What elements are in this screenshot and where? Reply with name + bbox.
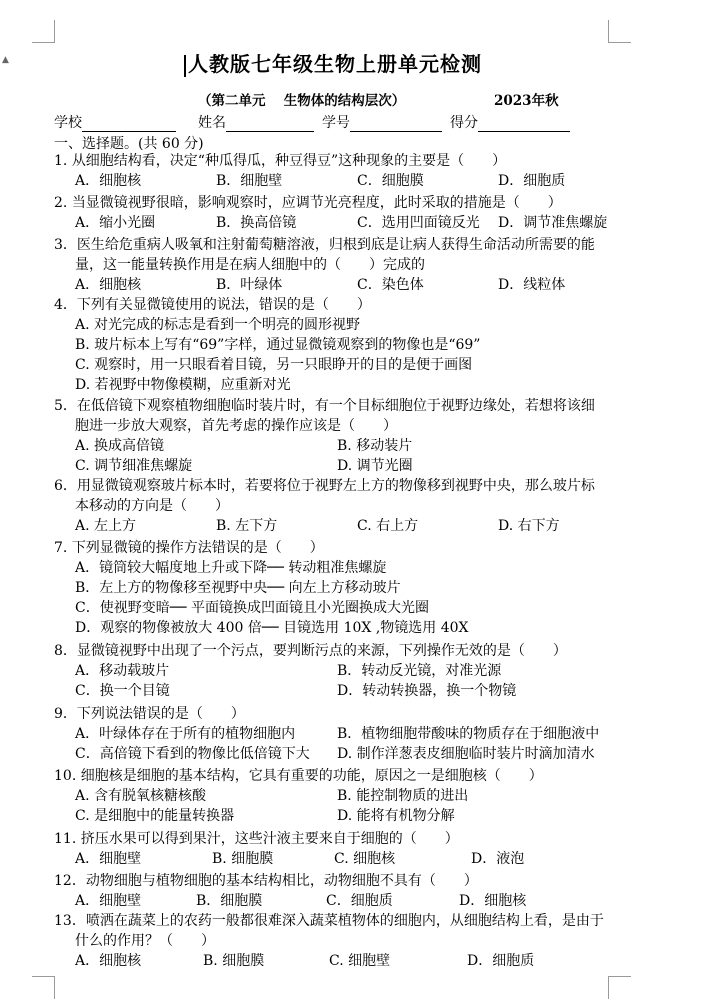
question-6-text-cont: 本移动的方向是（ ） (75, 498, 229, 514)
option-c[interactable]: C. 观察时，用一只眼看着目镜，另一只眼睁开的目的是便于画图 (75, 357, 473, 373)
question-1-options (54, 171, 639, 191)
school-blank[interactable] (82, 116, 176, 132)
option-d[interactable]: D．线粒体 (498, 277, 566, 293)
margin-arrow-icon: ▲ (2, 55, 9, 65)
question-9: 9．下列说法错误的是（ ） A．叶绿体存在于所有的植物细胞内 B．植物细胞带酸味的物质存在于细胞液中 C．高倍镜下看到的物像比低倍镜下大 D. 制作洋葱表皮细胞临时装片时滴加清水 (54, 706, 600, 762)
score-field[interactable]: 得分 (450, 112, 570, 132)
name-blank[interactable] (226, 116, 314, 132)
option-b[interactable]: B. 能控制物质的进出 (337, 788, 469, 804)
question-7: 7. 下列显微镜的操作方法错误的是（ ） A．镜筒较大幅度地上升或下降── 转动粗准焦螺旋 B．左上方的物像移至视野中央── 向左上方移动玻片 C．使视野变暗── 平面镜换成凹面镜且小光圈换成大光圈 D．观察的物像被放大 400 倍── 目镜选用 10X ,物镜选用 40X (54, 540, 469, 636)
question-13-options (54, 951, 608, 971)
question-6: 6．用显微镜观察玻片标本时，若要将位于视野左上方的物像移到视野中央，那么玻片标 本移动的方向是（ ） A. 左上方 B. 左下方 C. 右上方 D. 右下方 (54, 476, 639, 536)
student-info-line (54, 112, 594, 132)
option-b[interactable]: B. 细胞膜 (203, 953, 265, 969)
option-d[interactable]: D. 若视野中物像模糊，应重新对光 (75, 377, 291, 393)
question-5-options-row-1 (54, 436, 599, 456)
option-a[interactable]: A．细胞核 (75, 173, 142, 189)
question-3-options (54, 275, 639, 295)
option-d[interactable]: D．细胞质 (467, 953, 535, 969)
option-c[interactable]: C．高倍镜下看到的物像比低倍镜下大 (75, 746, 310, 762)
option-d[interactable]: D．细胞核 (459, 893, 527, 909)
option-a[interactable]: A．镜筒较大幅度地上升或下降── 转动粗准焦螺旋 (75, 560, 387, 576)
question-10-options-row-1 (54, 786, 599, 806)
option-c[interactable]: C. 右上方 (357, 518, 419, 534)
question-6-options (54, 516, 639, 536)
question-10-text: 细胞核是细胞的基本结构，它具有重要的功能，原因之一是细胞核（ ） (80, 768, 543, 784)
term-label: 2023年秋 (494, 93, 559, 109)
question-5-options-row-2 (54, 456, 599, 476)
question-9-options-row-1 (54, 724, 599, 744)
name-field[interactable]: 姓名 (198, 112, 314, 132)
question-2-options (54, 213, 639, 233)
option-a[interactable]: A．移动载玻片 (75, 663, 170, 679)
option-b[interactable]: B．细胞膜 (196, 893, 263, 909)
crop-mark-bottom-right (608, 976, 631, 999)
question-3-text: 医生给危重病人吸氧和注射葡萄糖溶液，归根到底是让病人获得生命活动所需要的能 (76, 237, 595, 253)
question-12-text: 动物细胞与植物细胞的基本结构相比，动物细胞不具有（ ） (85, 873, 478, 889)
question-2: 2. 当显微镜视野很暗，影响观察时，应调节光亮程度，此时采取的措施是（ ） A．缩小光圈 B．换高倍镜 C．选用凹面镜反光 D．调节准焦螺旋 (54, 193, 639, 233)
question-9-text: 下列说法错误的是（ ） (76, 706, 245, 722)
option-c[interactable]: C. 细胞核 (334, 851, 396, 867)
question-1: 1. 从细胞结构看，决定“种瓜得瓜，种豆得豆”这种现象的主要是（ ） A．细胞核 B．细胞壁 C．细胞膜 D．细胞质 (54, 151, 639, 191)
option-a[interactable]: A. 左上方 (75, 518, 137, 534)
option-b[interactable]: B．转动反光镜，对准光源 (337, 663, 502, 679)
option-b[interactable]: B. 移动装片 (337, 438, 413, 454)
option-d[interactable]: D．转动转换器，换一个物镜 (337, 683, 517, 699)
question-4: 4．下列有关显微镜使用的说法，错误的是（ ） A. 对光完成的标志是看到一个明亮的圆形视野 B. 玻片标本上写有“69”字样，通过显微镜观察到的物像也是“69” C. 观察时，用一只眼看着目镜，另一只眼睁开的目的是便于画图 D. 若视野中物像模糊，应重新对光 (54, 297, 481, 393)
option-d[interactable]: D. 右下方 (498, 518, 560, 534)
question-3-text-cont: 量，这一能量转换作用是在病人细胞中的（ ）完成的 (75, 257, 425, 273)
option-d[interactable]: D. 能将有机物分解 (337, 808, 455, 824)
option-a[interactable]: A．叶绿体存在于所有的植物细胞内 (75, 726, 296, 742)
option-b[interactable]: B．换高倍镜 (216, 215, 297, 231)
question-13-text: 喷洒在蔬菜上的农药一般都很难深入蔬菜植物体的细胞内，从细胞结构上看，是由于 (85, 913, 604, 929)
option-c[interactable]: C. 细胞壁 (329, 953, 391, 969)
option-c[interactable]: C．细胞质 (326, 893, 393, 909)
section-heading: 一、选择题。(共 60 分) (54, 136, 204, 152)
option-d[interactable]: D．液泡 (471, 851, 525, 867)
question-8-options-row-1 (54, 661, 599, 681)
option-b[interactable]: B．细胞壁 (216, 173, 283, 189)
option-c[interactable]: C．染色体 (357, 277, 424, 293)
question-11-text: 挤压水果可以得到果汁，这些汁液主要来自于细胞的（ ） (80, 831, 459, 847)
option-b[interactable]: B．植物细胞带酸味的物质存在于细胞液中 (337, 726, 600, 742)
option-c[interactable]: C．细胞膜 (357, 173, 424, 189)
question-11: 11. 挤压水果可以得到果汁，这些汁液主要来自于细胞的（ ） A．细胞壁 B. 细胞膜 C. 细胞核 D．液泡 (54, 829, 612, 869)
student-number-field[interactable]: 学号 (322, 112, 442, 132)
option-a[interactable]: A．细胞壁 (75, 893, 142, 909)
page-title[interactable]: 人教版七年级生物上册单元检测 (184, 48, 482, 77)
option-a[interactable]: A．细胞核 (75, 953, 142, 969)
question-12-options (54, 891, 600, 911)
question-1-text: 从细胞结构看，决定“种瓜得瓜，种豆得豆”这种现象的主要是（ ） (71, 153, 507, 169)
question-11-options (54, 849, 612, 869)
option-a[interactable]: A. 含有脱氧核糖核酸 (75, 788, 207, 804)
option-c[interactable]: C．换一个目镜 (75, 683, 170, 699)
crop-mark-top-left (32, 20, 55, 43)
question-5-text-cont: 胞进一步放大观察，首先考虑的操作应该是（ ） (75, 418, 397, 434)
option-b[interactable]: B. 左下方 (216, 518, 278, 534)
school-field[interactable]: 学校 (54, 112, 176, 132)
unit-subtitle: （第二单元 生物体的结构层次） (198, 93, 406, 109)
question-12: 12．动物细胞与植物细胞的基本结构相比，动物细胞不具有（ ） A．细胞壁 B．细胞膜 C．细胞质 D．细胞核 (54, 871, 600, 911)
score-blank[interactable] (478, 116, 570, 132)
option-b[interactable]: B．左上方的物像移至视野中央── 向左上方移动玻片 (75, 580, 401, 596)
option-c[interactable]: C．使视野变暗── 平面镜换成凹面镜且小光圈换成大光圈 (75, 600, 430, 616)
option-d[interactable]: D．细胞质 (498, 173, 566, 189)
option-a[interactable]: A. 换成高倍镜 (75, 438, 165, 454)
crop-mark-bottom-left (32, 976, 55, 999)
question-10: 10. 细胞核是细胞的基本结构，它具有重要的功能，原因之一是细胞核（ ） A. 含有脱氧核糖核酸 B. 能控制物质的进出 C. 是细胞中的能量转换器 D. 能将有机物分解 (54, 766, 599, 826)
option-d[interactable]: D．观察的物像被放大 400 倍── 目镜选用 10X ,物镜选用 40X (75, 620, 469, 636)
option-a[interactable]: A．细胞核 (75, 277, 142, 293)
question-2-text: 当显微镜视野很暗，影响观察时，应调节光亮程度，此时采取的措施是（ ） (71, 195, 562, 211)
option-a[interactable]: A．细胞壁 (75, 851, 142, 867)
option-a[interactable]: A. 对光完成的标志是看到一个明亮的圆形视野 (75, 317, 361, 333)
question-13-text-cont: 什么的作用？（ ） (75, 933, 215, 949)
option-c[interactable]: C. 是细胞中的能量转换器 (75, 808, 235, 824)
question-7-text: 下列显微镜的操作方法错误的是（ ） (71, 540, 324, 556)
option-a[interactable]: A．缩小光圈 (75, 215, 156, 231)
student-number-blank[interactable] (350, 116, 442, 132)
question-8-text: 显微镜视野中出现了一个污点，要判断污点的来源，下列操作无效的是（ ） (76, 643, 567, 659)
question-13: 13．喷洒在蔬菜上的农药一般都很难深入蔬菜植物体的细胞内，从细胞结构上看，是由于 什么的作用？（ ） A．细胞核 B. 细胞膜 C. 细胞壁 D．细胞质 (54, 911, 608, 971)
question-9-options-row-2 (54, 744, 599, 764)
crop-mark-top-right (608, 20, 631, 43)
question-8: 8．显微镜视野中出现了一个污点，要判断污点的来源，下列操作无效的是（ ） A．移动载玻片 B．转动反光镜，对准光源 C．换一个目镜 D．转动转换器，换一个物镜 (54, 641, 599, 701)
option-d[interactable]: D. 调节光圈 (337, 458, 413, 474)
option-b[interactable]: B．叶绿体 (216, 277, 283, 293)
question-5: 5．在低倍镜下观察植物细胞临时装片时，有一个目标细胞位于视野边缘处，若想将该细 胞进一步放大观察，首先考虑的操作应该是（ ） A. 换成高倍镜 B. 移动装片 C. 调节细准焦螺旋 D. 调节光圈 (54, 396, 599, 476)
question-8-options-row-2 (54, 681, 599, 701)
option-d[interactable]: D. 制作洋葱表皮细胞临时装片时滴加清水 (337, 746, 595, 762)
question-10-options-row-2 (54, 806, 599, 826)
option-b[interactable]: B. 玻片标本上写有“69”字样，通过显微镜观察到的物像也是“69” (75, 337, 481, 353)
option-d[interactable]: D．调节准焦螺旋 (498, 215, 608, 231)
question-5-text: 在低倍镜下观察植物细胞临时装片时，有一个目标细胞位于视野边缘处，若想将该细 (76, 398, 595, 414)
option-b[interactable]: B. 细胞膜 (212, 851, 274, 867)
question-4-text: 下列有关显微镜使用的说法，错误的是（ ） (76, 297, 371, 313)
question-6-text: 用显微镜观察玻片标本时，若要将位于视野左上方的物像移到视野中央，那么玻片标 (76, 478, 595, 494)
option-c[interactable]: C．选用凹面镜反光 (357, 215, 480, 231)
text-cursor (184, 55, 186, 77)
question-3: 3．医生给危重病人吸氧和注射葡萄糖溶液，归根到底是让病人获得生命活动所需要的能 量，这一能量转换作用是在病人细胞中的（ ）完成的 A．细胞核 B．叶绿体 C．染色体 D．线粒体 (54, 235, 639, 295)
option-c[interactable]: C. 调节细准焦螺旋 (75, 458, 193, 474)
